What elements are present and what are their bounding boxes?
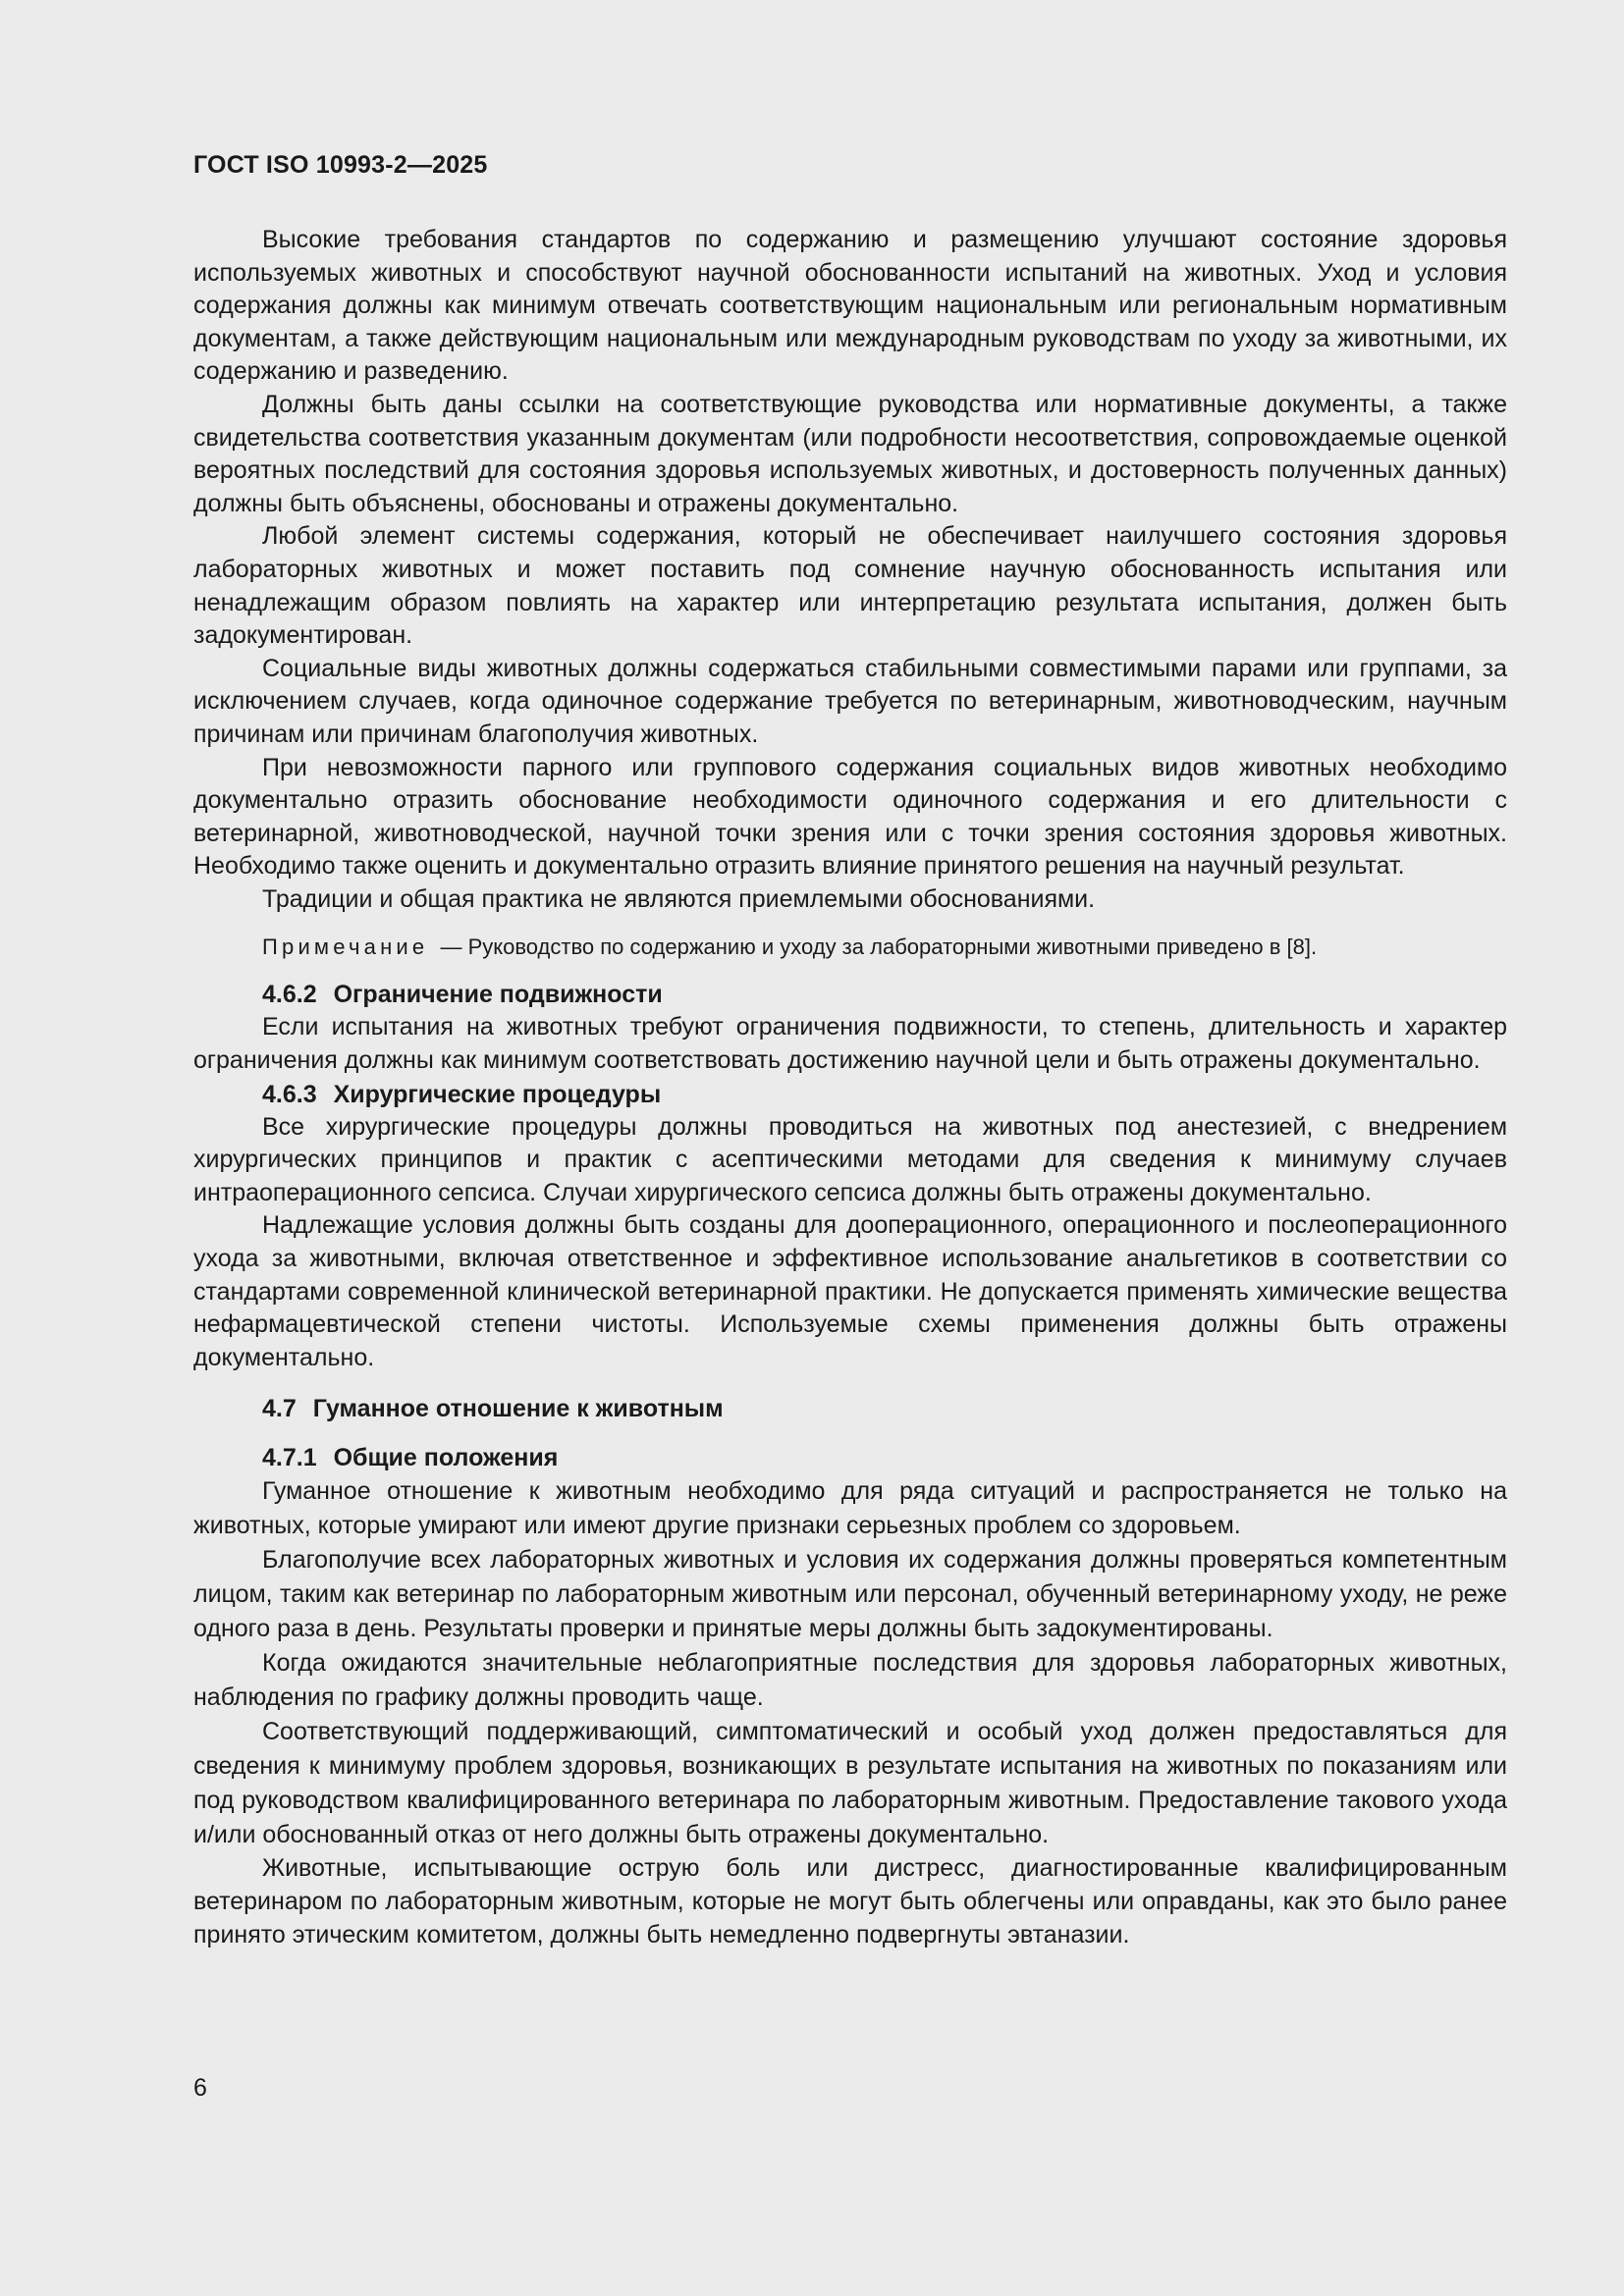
paragraph: Любой элемент системы содержания, который не обеспечивает наилучшего состояния здоровья лабораторных животных и может поставить под сомнение научную обоснованность испытания или ненадлежащим образом повлиять на характер или интерпретацию результата испытания, должен быть задокументирован. — [193, 522, 1507, 650]
note-block — [193, 931, 1507, 963]
section-heading-4-6-2 — [193, 978, 1507, 1011]
paragraph: Должны быть даны ссылки на соответствующие руководства или нормативные документы, а также свидетельства соответствия указанным документам (или подробности несоответствия, сопровождаемые оценкой вероятных последствий для состояния здоровья используемых животных, и достоверность полученных данных) должны быть объяснены, обоснованы и отражены документально. — [193, 390, 1507, 517]
paragraph: Высокие требования стандартов по содержанию и размещению улучшают состояние здоровья используемых животных и способствуют научной обоснованности испытаний на животных. Уход и условия содержания должны как минимум отвечать соответствующим национальным или региональным нормативным документам, а также действующим национальным или международным руководствам по уходу за животными, их содержанию и разведению. — [193, 226, 1507, 386]
note-text: — Руководство по содержанию и уходу за лабораторными животными приведено в [8]. — [440, 934, 1318, 960]
section-title: Хирургические процедуры — [333, 1080, 662, 1108]
paragraph: Соответствующий поддерживающий, симптоматический и особый уход должен предоставляться для сведения к минимуму проблем здоровья, возникающих в результате испытания на животных по показаниям или под руководством квалифицированного ветеринара по лабораторным животным. Предоставление такового ухода и/или обоснованный отказ от него должны быть отражены документально. — [193, 1718, 1507, 1849]
section-heading-4-6-3 — [193, 1078, 1507, 1111]
section-title: Ограничение подвижности — [333, 981, 663, 1009]
document-id-header: ГОСТ ISO 10993-2—2025 — [193, 151, 488, 179]
paragraph: При невозможности парного или группового содержания социальных видов животных необходимо документально отразить обоснование необходимости одиночного содержания и его длительности с ветеринарной, животноводческой, научной точки зрения или с точки зрения состояния здоровья животных. Необходимо также оценить и документально отразить влияние принятого решения на научный результат. — [193, 753, 1507, 881]
page-number: 6 — [193, 2074, 207, 2102]
paragraph: Все хирургические процедуры должны проводиться на животных под анестезией, с внедрением хирургических принципов и практик с асептическими методами для сведения к минимуму случаев интраоперационного сепсиса. Случаи хирургического сепсиса должны быть отражены документально. — [193, 1112, 1507, 1206]
note-label: Примечание — [262, 934, 429, 960]
paragraph: Если испытания на животных требуют ограничения подвижности, то степень, длительность и характер ограничения должны как минимум соответствовать достижению научной цели и быть отражены документально. — [193, 1013, 1507, 1075]
document-page — [193, 147, 1507, 1951]
section-number: 4.6.2 — [262, 981, 317, 1009]
section-heading-4-7 — [193, 1392, 1507, 1425]
section-number: 4.7.1 — [262, 1444, 317, 1472]
section-title: Общие положения — [333, 1444, 559, 1472]
paragraph: Социальные виды животных должны содержаться стабильными совместимыми парами или группами, за исключением случаев, когда одиночное содержание требуется по ветеринарным, животноводческим, научным причинам или причинам благополучия животных. — [193, 654, 1507, 748]
paragraph: Благополучие всех лабораторных животных и условия их содержания должны проверяться компетентным лицом, таким как ветеринар по лабораторным животным или персонал, обученный ветеринарному уходу, не реже одного раза в день. Результаты проверки и принятые меры должны быть задокументированы. — [193, 1546, 1507, 1643]
paragraph: Традиции и общая практика не являются приемлемыми обоснованиями. — [262, 884, 1096, 913]
paragraph: Животные, испытывающие острую боль или дистресс, диагностированные квалифицированным ветеринаром по лабораторным животным, которые не могут быть облегчены или оправданы, как это было ранее принято этическим комитетом, должны быть немедленно подвергнуты эвтаназии. — [193, 1854, 1507, 1949]
paragraph: Гуманное отношение к животным необходимо для ряда ситуаций и распространяется не только на животных, которые умирают или имеют другие признаки серьезных проблем со здоровьем. — [193, 1477, 1507, 1540]
paragraph: Надлежащие условия должны быть созданы для дооперационного, операционного и послеоперационного ухода за животными, включая ответственное и эффективное использование анальгетиков в соответствии со стандартами современной клинической ветеринарной практики. Не допускается применять химические вещества нефармацевтической степени чистоты. Используемые схемы применения должны быть отражены документально. — [193, 1211, 1507, 1371]
section-heading-4-7-1 — [193, 1441, 1507, 1474]
section-number: 4.6.3 — [262, 1080, 317, 1108]
paragraph: Когда ожидаются значительные неблагоприятные последствия для здоровья лабораторных животных, наблюдения по графику должны проводить чаще. — [193, 1649, 1507, 1712]
section-title: Гуманное отношение к животным — [312, 1395, 724, 1423]
section-number: 4.7 — [262, 1395, 297, 1423]
